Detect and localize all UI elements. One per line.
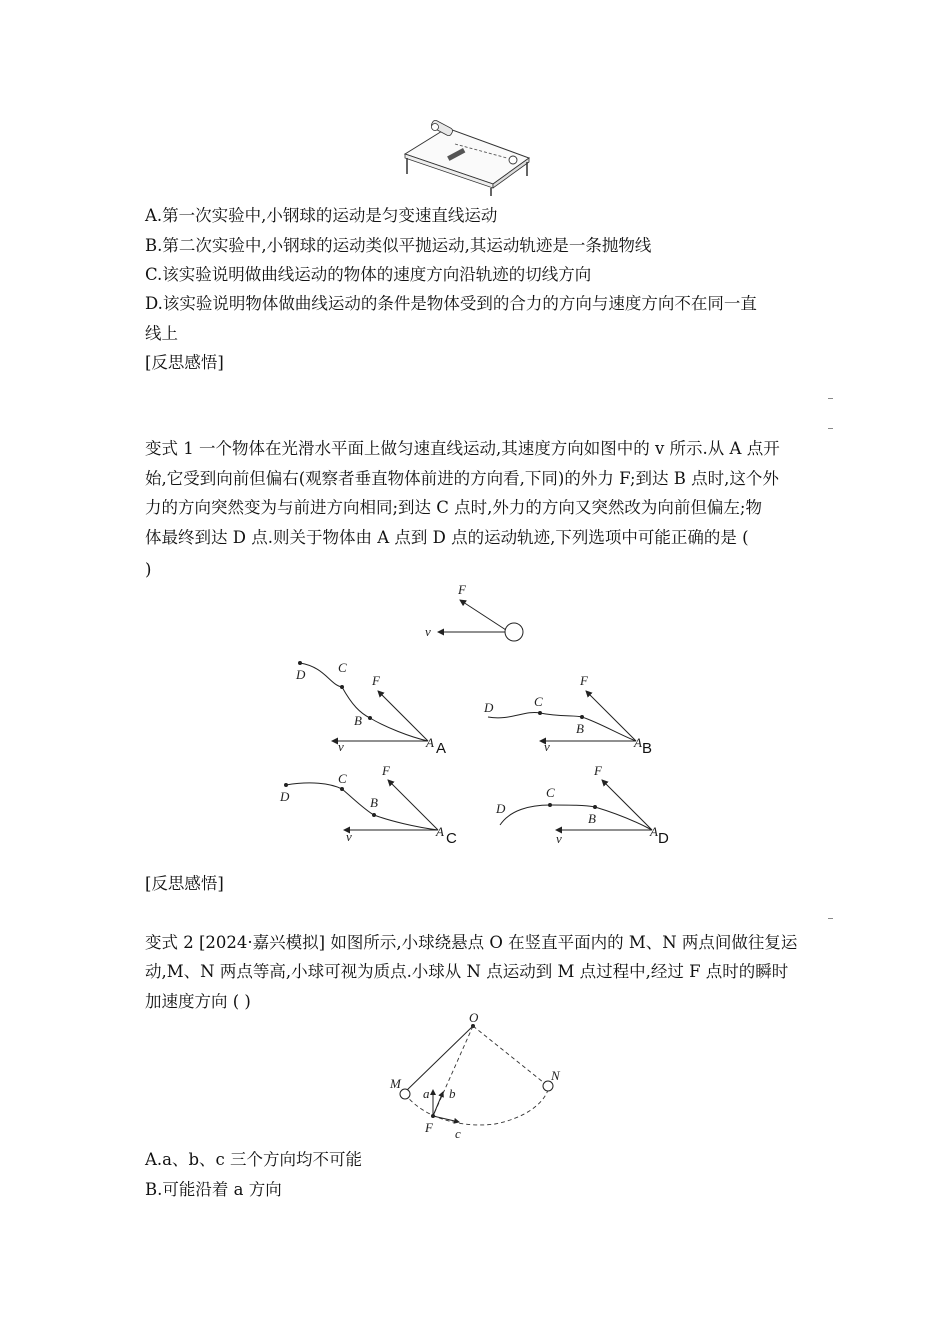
svg-text:A: A	[436, 824, 444, 839]
svg-text:B: B	[588, 811, 596, 826]
svg-text:F: F	[382, 763, 390, 778]
trajectory-options-figure	[270, 655, 690, 855]
variant2-option-b: B.可能沿着 a 方向	[145, 1180, 282, 1199]
svg-text:F: F	[594, 763, 602, 778]
svg-text:N: N	[551, 1068, 560, 1083]
margin-mark	[828, 918, 833, 919]
option-b-figure	[483, 673, 652, 757]
svg-text:B: B	[354, 713, 362, 728]
svg-text:D: D	[296, 667, 306, 682]
svg-text:F: F	[580, 673, 588, 688]
reflection-label: [反思感悟]	[145, 353, 224, 372]
svg-text:v: v	[338, 739, 344, 754]
variant2-line: 变式 2 [2024·嘉兴模拟] 如图所示,小球绕悬点 O 在竖直平面内的 M、N 两点间做往复运	[145, 933, 798, 952]
svg-text:b: b	[449, 1086, 456, 1101]
svg-text:A: A	[426, 735, 434, 750]
svg-text:D: D	[658, 830, 669, 847]
variant2-line: 动,M、N 两点等高,小球可视为质点.小球从 N 点运动到 M 点过程中,经过 F 点时的瞬时	[145, 962, 789, 981]
variant1-line: 变式 1 一个物体在光滑水平面上做匀速直线运动,其速度方向如图中的 v 所示.从 A 点开	[145, 439, 780, 458]
variant1-line: 力的方向突然变为与前进方向相同;到达 C 点时,外力的方向又突然改为向前但偏左;物	[145, 498, 762, 517]
pendulum-figure	[385, 1012, 570, 1147]
option-a: A.第一次实验中,小钢球的运动是匀变速直线运动	[145, 206, 498, 225]
svg-text:F: F	[372, 673, 380, 688]
label-F: F	[458, 582, 466, 597]
svg-text:C: C	[546, 785, 555, 800]
variant2-option-a: A.a、b、c 三个方向均不可能	[145, 1150, 363, 1169]
svg-text:C: C	[338, 660, 347, 675]
svg-text:M: M	[390, 1076, 401, 1091]
variant1-line: 体最终到达 D 点.则关于物体由 A 点到 D 点的运动轨迹,下列选项中可能正确的是 (	[145, 528, 749, 547]
svg-text:D: D	[484, 700, 494, 715]
svg-text:B: B	[370, 795, 378, 810]
margin-mark	[828, 398, 833, 399]
variant1-line: )	[145, 560, 152, 579]
margin-mark	[828, 428, 833, 429]
force-arrow	[460, 600, 506, 630]
svg-text:C: C	[338, 771, 347, 786]
experiment-figure	[395, 118, 535, 198]
svg-text:O: O	[469, 1012, 479, 1025]
svg-text:C: C	[534, 694, 543, 709]
option-c: C.该实验说明做曲线运动的物体的速度方向沿轨迹的切线方向	[145, 265, 592, 284]
svg-text:A: A	[634, 735, 642, 750]
svg-text:F: F	[425, 1120, 433, 1135]
svg-text:C: C	[446, 830, 457, 847]
svg-text:a: a	[423, 1086, 430, 1101]
label-v: v	[425, 624, 431, 639]
option-b: B.第二次实验中,小钢球的运动类似平抛运动,其运动轨迹是一条抛物线	[145, 236, 652, 255]
option-c-figure	[279, 763, 457, 847]
svg-text:v: v	[556, 831, 562, 846]
variant1-line: 始,它受到向前但偏右(观察者垂直物体前进的方向看,下同)的外力 F;到达 B 点时,这个外	[145, 469, 779, 488]
option-d-figure	[495, 763, 669, 847]
force-velocity-figure	[420, 580, 530, 650]
option-a-figure	[295, 660, 446, 757]
svg-text:A: A	[650, 824, 658, 839]
option-d-continued: 线上	[145, 324, 178, 343]
svg-text:v: v	[544, 739, 550, 754]
svg-text:v: v	[346, 829, 352, 844]
svg-text:c: c	[455, 1126, 461, 1141]
svg-text:A: A	[436, 740, 447, 757]
svg-text:D: D	[496, 801, 506, 816]
svg-text:B: B	[642, 740, 653, 757]
reflection-label: [反思感悟]	[145, 874, 224, 893]
variant2-line: 加速度方向 ( )	[145, 992, 251, 1011]
svg-text:B: B	[576, 721, 584, 736]
object-ball	[505, 623, 523, 641]
svg-text:D: D	[280, 789, 290, 804]
option-d: D.该实验说明物体做曲线运动的条件是物体受到的合力的方向与速度方向不在同一直	[145, 294, 757, 313]
